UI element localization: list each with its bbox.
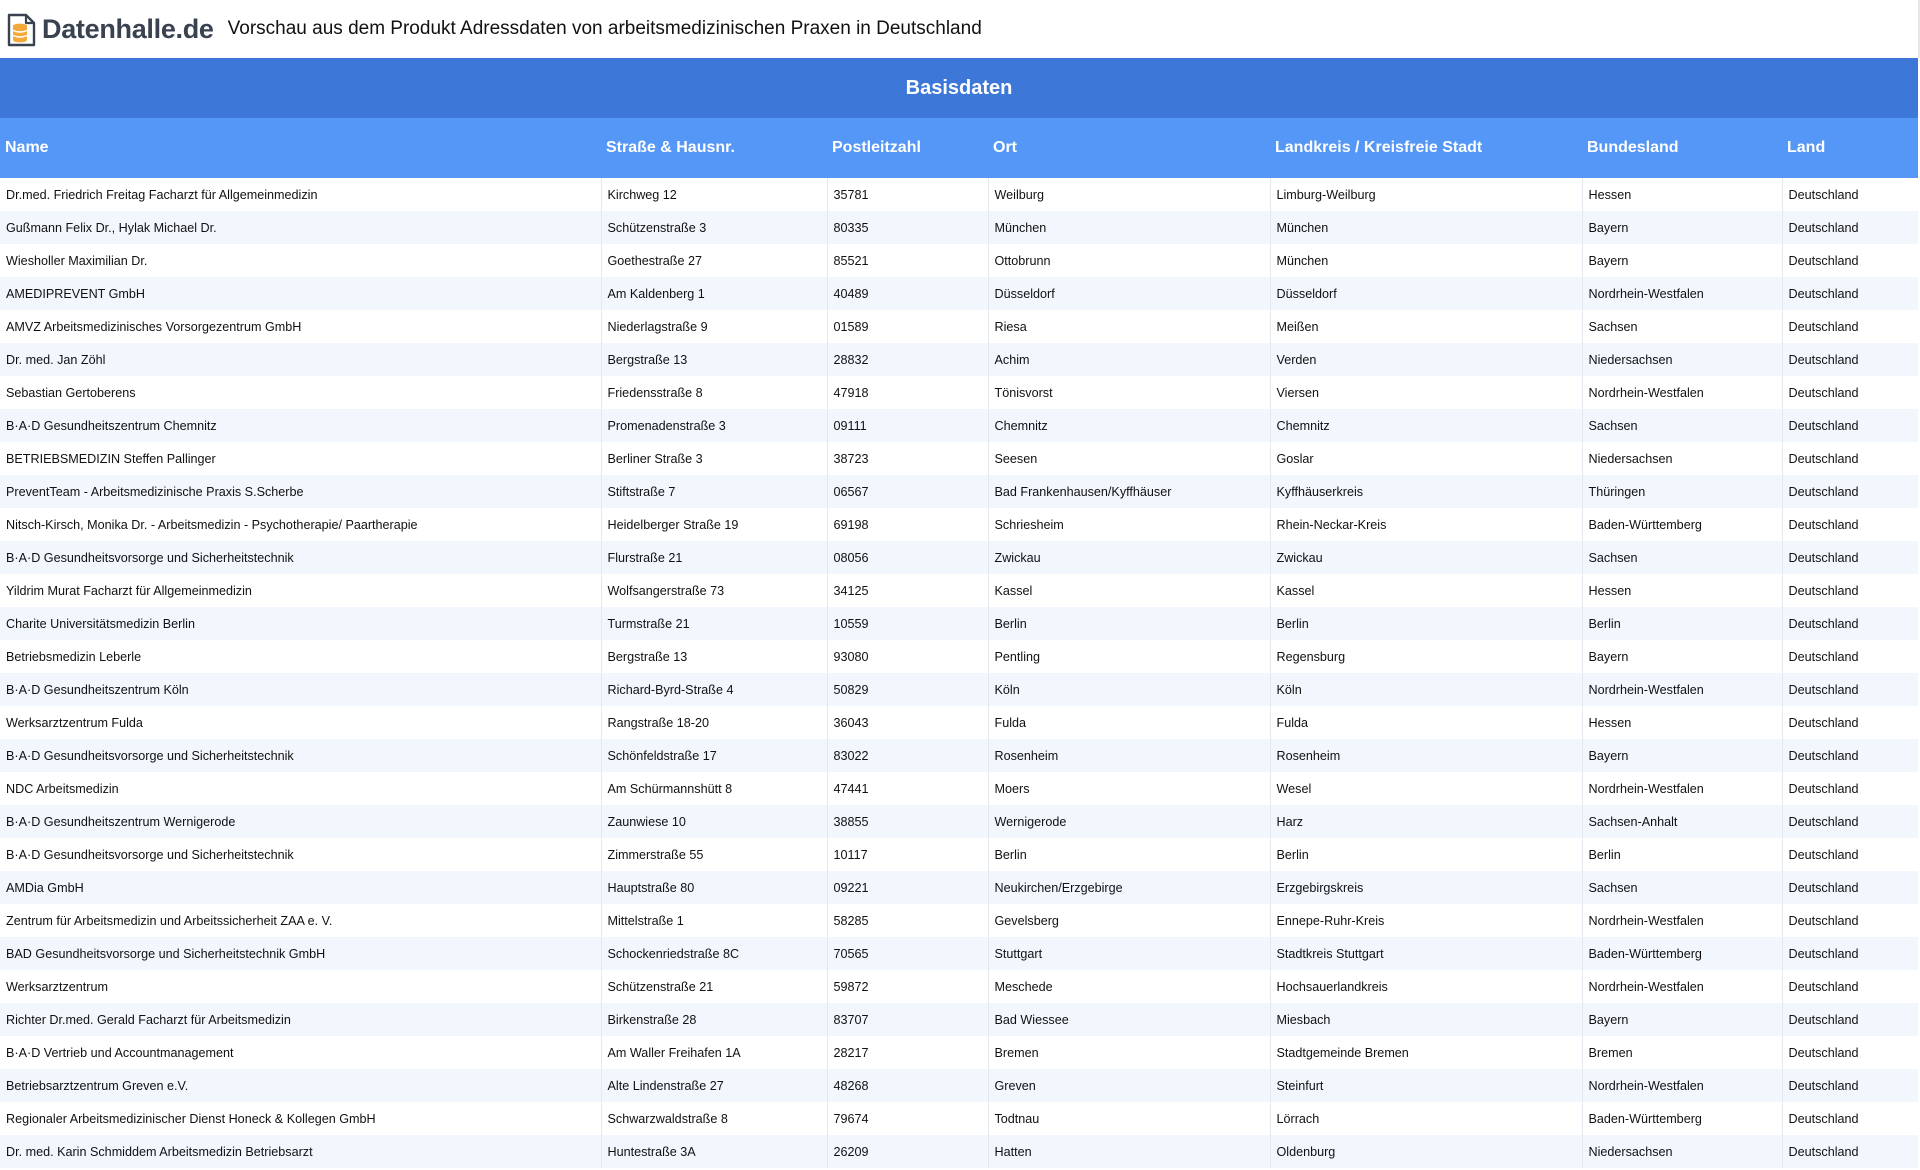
cell-name: Betriebsarztzentrum Greven e.V.	[0, 1069, 601, 1102]
cell-street: Heidelberger Straße 19	[601, 508, 827, 541]
cell-postal-code: 28217	[827, 1036, 988, 1069]
cell-district: Rosenheim	[1270, 739, 1582, 772]
cell-postal-code: 83022	[827, 739, 988, 772]
cell-name: B·A·D Gesundheitszentrum Wernigerode	[0, 805, 601, 838]
cell-name: Regionaler Arbeitsmedizinischer Dienst Honeck & Kollegen GmbH	[0, 1102, 601, 1135]
cell-state: Niedersachsen	[1582, 343, 1782, 376]
cell-postal-code: 85521	[827, 244, 988, 277]
cell-name: Sebastian Gertoberens	[0, 376, 601, 409]
site-logo[interactable]	[6, 10, 214, 48]
cell-name: Gußmann Felix Dr., Hylak Michael Dr.	[0, 211, 601, 244]
cell-district: Verden	[1270, 343, 1582, 376]
cell-name: B·A·D Gesundheitsvorsorge und Sicherheitstechnik	[0, 541, 601, 574]
cell-district: Oldenburg	[1270, 1135, 1582, 1168]
cell-state: Berlin	[1582, 838, 1782, 871]
table-row	[0, 607, 1918, 640]
cell-street: Rangstraße 18-20	[601, 706, 827, 739]
address-data-table	[0, 58, 1918, 1168]
logo-text: Datenhalle.de	[42, 13, 214, 44]
cell-street: Am Waller Freihafen 1A	[601, 1036, 827, 1069]
cell-name: AMEDIPREVENT GmbH	[0, 277, 601, 310]
cell-street: Turmstraße 21	[601, 607, 827, 640]
cell-state: Bayern	[1582, 244, 1782, 277]
cell-name: B·A·D Gesundheitsvorsorge und Sicherheitstechnik	[0, 739, 601, 772]
table-row	[0, 1036, 1918, 1069]
cell-state: Bremen	[1582, 1036, 1782, 1069]
cell-city: Tönisvorst	[988, 376, 1270, 409]
table-row	[0, 805, 1918, 838]
cell-city: Schriesheim	[988, 508, 1270, 541]
cell-state: Niedersachsen	[1582, 442, 1782, 475]
cell-country: Deutschland	[1782, 475, 1918, 508]
cell-city: Rosenheim	[988, 739, 1270, 772]
cell-city: Bad Wiessee	[988, 1003, 1270, 1036]
cell-city: Gevelsberg	[988, 904, 1270, 937]
cell-street: Zaunwiese 10	[601, 805, 827, 838]
cell-name: B·A·D Vertrieb und Accountmanagement	[0, 1036, 601, 1069]
cell-name: Dr.med. Friedrich Freitag Facharzt für Allgemeinmedizin	[0, 178, 601, 211]
cell-state: Sachsen	[1582, 409, 1782, 442]
cell-postal-code: 83707	[827, 1003, 988, 1036]
table-row	[0, 904, 1918, 937]
cell-street: Flurstraße 21	[601, 541, 827, 574]
cell-street: Huntestraße 3A	[601, 1135, 827, 1168]
cell-name: Dr. med. Karin Schmiddem Arbeitsmedizin Betriebsarzt	[0, 1135, 601, 1168]
cell-postal-code: 38723	[827, 442, 988, 475]
cell-state: Hessen	[1582, 706, 1782, 739]
cell-postal-code: 08056	[827, 541, 988, 574]
cell-country: Deutschland	[1782, 244, 1918, 277]
table-row	[0, 178, 1918, 211]
cell-country: Deutschland	[1782, 970, 1918, 1003]
column-header-postal-code: Postleitzahl	[827, 118, 988, 178]
table-row	[0, 673, 1918, 706]
table-row	[0, 211, 1918, 244]
cell-district: Düsseldorf	[1270, 277, 1582, 310]
cell-street: Schönfeldstraße 17	[601, 739, 827, 772]
column-header-city: Ort	[988, 118, 1270, 178]
cell-district: Kyffhäuserkreis	[1270, 475, 1582, 508]
table-row	[0, 541, 1918, 574]
cell-city: Todtnau	[988, 1102, 1270, 1135]
cell-district: Stadtgemeinde Bremen	[1270, 1036, 1582, 1069]
cell-country: Deutschland	[1782, 673, 1918, 706]
column-group-row	[0, 58, 1918, 118]
cell-district: Fulda	[1270, 706, 1582, 739]
cell-street: Schwarzwaldstraße 8	[601, 1102, 827, 1135]
cell-street: Birkenstraße 28	[601, 1003, 827, 1036]
cell-name: B·A·D Gesundheitszentrum Chemnitz	[0, 409, 601, 442]
cell-city: München	[988, 211, 1270, 244]
table-row	[0, 871, 1918, 904]
cell-district: München	[1270, 244, 1582, 277]
cell-city: Seesen	[988, 442, 1270, 475]
cell-city: Weilburg	[988, 178, 1270, 211]
cell-street: Hauptstraße 80	[601, 871, 827, 904]
cell-state: Niedersachsen	[1582, 1135, 1782, 1168]
cell-postal-code: 09221	[827, 871, 988, 904]
cell-name: Nitsch-Kirsch, Monika Dr. - Arbeitsmedizin - Psychotherapie/ Paartherapie	[0, 508, 601, 541]
cell-postal-code: 28832	[827, 343, 988, 376]
cell-country: Deutschland	[1782, 805, 1918, 838]
cell-name: NDC Arbeitsmedizin	[0, 772, 601, 805]
cell-street: Goethestraße 27	[601, 244, 827, 277]
cell-street: Stiftstraße 7	[601, 475, 827, 508]
cell-state: Hessen	[1582, 574, 1782, 607]
table-row	[0, 244, 1918, 277]
cell-country: Deutschland	[1782, 343, 1918, 376]
cell-name: Zentrum für Arbeitsmedizin und Arbeitssicherheit ZAA e. V.	[0, 904, 601, 937]
cell-name: Charite Universitätsmedizin Berlin	[0, 607, 601, 640]
cell-postal-code: 47441	[827, 772, 988, 805]
cell-street: Bergstraße 13	[601, 343, 827, 376]
cell-state: Sachsen	[1582, 310, 1782, 343]
cell-state: Baden-Württemberg	[1582, 937, 1782, 970]
cell-street: Friedensstraße 8	[601, 376, 827, 409]
column-header-district: Landkreis / Kreisfreie Stadt	[1270, 118, 1582, 178]
cell-district: Goslar	[1270, 442, 1582, 475]
cell-postal-code: 26209	[827, 1135, 988, 1168]
table-row	[0, 508, 1918, 541]
cell-state: Thüringen	[1582, 475, 1782, 508]
cell-postal-code: 58285	[827, 904, 988, 937]
cell-country: Deutschland	[1782, 574, 1918, 607]
cell-postal-code: 10117	[827, 838, 988, 871]
cell-street: Richard-Byrd-Straße 4	[601, 673, 827, 706]
table-row	[0, 1135, 1918, 1168]
cell-city: Fulda	[988, 706, 1270, 739]
table-row	[0, 1069, 1918, 1102]
cell-district: Ennepe-Ruhr-Kreis	[1270, 904, 1582, 937]
cell-name: PreventTeam - Arbeitsmedizinische Praxis S.Scherbe	[0, 475, 601, 508]
cell-street: Berliner Straße 3	[601, 442, 827, 475]
cell-street: Niederlagstraße 9	[601, 310, 827, 343]
cell-name: B·A·D Gesundheitszentrum Köln	[0, 673, 601, 706]
cell-state: Nordrhein-Westfalen	[1582, 673, 1782, 706]
cell-postal-code: 93080	[827, 640, 988, 673]
cell-country: Deutschland	[1782, 1135, 1918, 1168]
table-row	[0, 277, 1918, 310]
database-logo-icon	[6, 10, 38, 48]
cell-country: Deutschland	[1782, 772, 1918, 805]
cell-city: Bremen	[988, 1036, 1270, 1069]
table-row	[0, 1102, 1918, 1135]
column-header-row	[0, 118, 1918, 178]
cell-state: Baden-Württemberg	[1582, 1102, 1782, 1135]
cell-city: Köln	[988, 673, 1270, 706]
cell-name: Werksarztzentrum Fulda	[0, 706, 601, 739]
cell-postal-code: 36043	[827, 706, 988, 739]
cell-postal-code: 40489	[827, 277, 988, 310]
cell-country: Deutschland	[1782, 376, 1918, 409]
cell-name: Wiesholler Maximilian Dr.	[0, 244, 601, 277]
cell-district: Kassel	[1270, 574, 1582, 607]
cell-city: Neukirchen/Erzgebirge	[988, 871, 1270, 904]
cell-state: Berlin	[1582, 607, 1782, 640]
table-row	[0, 343, 1918, 376]
cell-state: Bayern	[1582, 640, 1782, 673]
cell-city: Bad Frankenhausen/Kyffhäuser	[988, 475, 1270, 508]
cell-postal-code: 70565	[827, 937, 988, 970]
cell-name: AMDia GmbH	[0, 871, 601, 904]
cell-country: Deutschland	[1782, 508, 1918, 541]
table-row	[0, 640, 1918, 673]
table-row	[0, 739, 1918, 772]
cell-state: Sachsen	[1582, 871, 1782, 904]
cell-country: Deutschland	[1782, 1036, 1918, 1069]
cell-district: Lörrach	[1270, 1102, 1582, 1135]
cell-street: Wolfsangerstraße 73	[601, 574, 827, 607]
cell-state: Nordrhein-Westfalen	[1582, 376, 1782, 409]
cell-district: Miesbach	[1270, 1003, 1582, 1036]
page-title: Vorschau aus dem Produkt Adressdaten von arbeitsmedizinischen Praxen in Deutschland	[227, 18, 982, 39]
cell-name: BAD Gesundheitsvorsorge und Sicherheitstechnik GmbH	[0, 937, 601, 970]
cell-name: Dr. med. Jan Zöhl	[0, 343, 601, 376]
cell-country: Deutschland	[1782, 442, 1918, 475]
cell-state: Nordrhein-Westfalen	[1582, 970, 1782, 1003]
cell-street: Bergstraße 13	[601, 640, 827, 673]
table-row	[0, 970, 1918, 1003]
data-table-container	[0, 58, 1918, 1168]
table-row	[0, 574, 1918, 607]
cell-country: Deutschland	[1782, 937, 1918, 970]
cell-state: Nordrhein-Westfalen	[1582, 772, 1782, 805]
cell-district: Steinfurt	[1270, 1069, 1582, 1102]
cell-district: Wesel	[1270, 772, 1582, 805]
cell-city: Wernigerode	[988, 805, 1270, 838]
cell-district: Harz	[1270, 805, 1582, 838]
cell-postal-code: 80335	[827, 211, 988, 244]
cell-city: Meschede	[988, 970, 1270, 1003]
cell-postal-code: 10559	[827, 607, 988, 640]
table-row	[0, 706, 1918, 739]
cell-street: Am Schürmannshütt 8	[601, 772, 827, 805]
cell-postal-code: 06567	[827, 475, 988, 508]
cell-country: Deutschland	[1782, 871, 1918, 904]
cell-name: AMVZ Arbeitsmedizinisches Vorsorgezentrum GmbH	[0, 310, 601, 343]
cell-district: Zwickau	[1270, 541, 1582, 574]
cell-country: Deutschland	[1782, 640, 1918, 673]
table-row	[0, 409, 1918, 442]
cell-street: Zimmerstraße 55	[601, 838, 827, 871]
cell-state: Sachsen	[1582, 541, 1782, 574]
cell-district: Erzgebirgskreis	[1270, 871, 1582, 904]
cell-name: BETRIEBSMEDIZIN Steffen Pallinger	[0, 442, 601, 475]
cell-postal-code: 47918	[827, 376, 988, 409]
cell-postal-code: 59872	[827, 970, 988, 1003]
cell-city: Chemnitz	[988, 409, 1270, 442]
column-header-country: Land	[1782, 118, 1918, 178]
table-row	[0, 310, 1918, 343]
cell-country: Deutschland	[1782, 838, 1918, 871]
table-row	[0, 475, 1918, 508]
cell-district: Berlin	[1270, 607, 1582, 640]
cell-city: Achim	[988, 343, 1270, 376]
cell-state: Nordrhein-Westfalen	[1582, 277, 1782, 310]
cell-city: Düsseldorf	[988, 277, 1270, 310]
cell-street: Am Kaldenberg 1	[601, 277, 827, 310]
table-row	[0, 937, 1918, 970]
cell-city: Kassel	[988, 574, 1270, 607]
column-header-state: Bundesland	[1582, 118, 1782, 178]
cell-country: Deutschland	[1782, 1102, 1918, 1135]
column-header-name: Name	[0, 118, 601, 178]
cell-street: Schützenstraße 21	[601, 970, 827, 1003]
table-row	[0, 772, 1918, 805]
cell-city: Stuttgart	[988, 937, 1270, 970]
cell-country: Deutschland	[1782, 739, 1918, 772]
column-header-street: Straße & Hausnr.	[601, 118, 827, 178]
cell-street: Kirchweg 12	[601, 178, 827, 211]
cell-country: Deutschland	[1782, 1069, 1918, 1102]
cell-district: Limburg-Weilburg	[1270, 178, 1582, 211]
cell-country: Deutschland	[1782, 409, 1918, 442]
top-bar	[0, 0, 1920, 58]
cell-city: Ottobrunn	[988, 244, 1270, 277]
cell-country: Deutschland	[1782, 607, 1918, 640]
cell-city: Greven	[988, 1069, 1270, 1102]
cell-city: Hatten	[988, 1135, 1270, 1168]
cell-state: Baden-Württemberg	[1582, 508, 1782, 541]
cell-street: Schockenriedstraße 8C	[601, 937, 827, 970]
cell-country: Deutschland	[1782, 178, 1918, 211]
cell-city: Berlin	[988, 838, 1270, 871]
cell-district: Hochsauerlandkreis	[1270, 970, 1582, 1003]
cell-postal-code: 69198	[827, 508, 988, 541]
cell-district: Chemnitz	[1270, 409, 1582, 442]
cell-postal-code: 48268	[827, 1069, 988, 1102]
cell-city: Zwickau	[988, 541, 1270, 574]
cell-city: Riesa	[988, 310, 1270, 343]
cell-postal-code: 01589	[827, 310, 988, 343]
cell-name: Richter Dr.med. Gerald Facharzt für Arbeitsmedizin	[0, 1003, 601, 1036]
cell-district: Köln	[1270, 673, 1582, 706]
cell-postal-code: 50829	[827, 673, 988, 706]
cell-state: Nordrhein-Westfalen	[1582, 904, 1782, 937]
cell-city: Moers	[988, 772, 1270, 805]
cell-postal-code: 09111	[827, 409, 988, 442]
cell-street: Schützenstraße 3	[601, 211, 827, 244]
table-body	[0, 178, 1918, 1168]
cell-district: Rhein-Neckar-Kreis	[1270, 508, 1582, 541]
cell-country: Deutschland	[1782, 277, 1918, 310]
cell-postal-code: 38855	[827, 805, 988, 838]
cell-state: Bayern	[1582, 211, 1782, 244]
cell-postal-code: 34125	[827, 574, 988, 607]
cell-district: Viersen	[1270, 376, 1582, 409]
cell-name: Yildrim Murat Facharzt für Allgemeinmedizin	[0, 574, 601, 607]
cell-district: Stadtkreis Stuttgart	[1270, 937, 1582, 970]
cell-country: Deutschland	[1782, 904, 1918, 937]
cell-city: Pentling	[988, 640, 1270, 673]
cell-country: Deutschland	[1782, 706, 1918, 739]
cell-state: Bayern	[1582, 739, 1782, 772]
table-row	[0, 442, 1918, 475]
cell-state: Bayern	[1582, 1003, 1782, 1036]
cell-street: Promenadenstraße 3	[601, 409, 827, 442]
cell-state: Sachsen-Anhalt	[1582, 805, 1782, 838]
column-group-basisdaten: Basisdaten	[0, 58, 1918, 118]
cell-district: Berlin	[1270, 838, 1582, 871]
cell-name: Betriebsmedizin Leberle	[0, 640, 601, 673]
cell-name: Werksarztzentrum	[0, 970, 601, 1003]
cell-street: Alte Lindenstraße 27	[601, 1069, 827, 1102]
cell-district: München	[1270, 211, 1582, 244]
cell-postal-code: 79674	[827, 1102, 988, 1135]
cell-name: B·A·D Gesundheitsvorsorge und Sicherheitstechnik	[0, 838, 601, 871]
cell-district: Regensburg	[1270, 640, 1582, 673]
cell-district: Meißen	[1270, 310, 1582, 343]
cell-country: Deutschland	[1782, 310, 1918, 343]
cell-country: Deutschland	[1782, 541, 1918, 574]
cell-street: Mittelstraße 1	[601, 904, 827, 937]
cell-state: Nordrhein-Westfalen	[1582, 1069, 1782, 1102]
cell-country: Deutschland	[1782, 1003, 1918, 1036]
cell-city: Berlin	[988, 607, 1270, 640]
table-row	[0, 1003, 1918, 1036]
cell-state: Hessen	[1582, 178, 1782, 211]
cell-country: Deutschland	[1782, 211, 1918, 244]
table-row	[0, 838, 1918, 871]
table-row	[0, 376, 1918, 409]
cell-postal-code: 35781	[827, 178, 988, 211]
